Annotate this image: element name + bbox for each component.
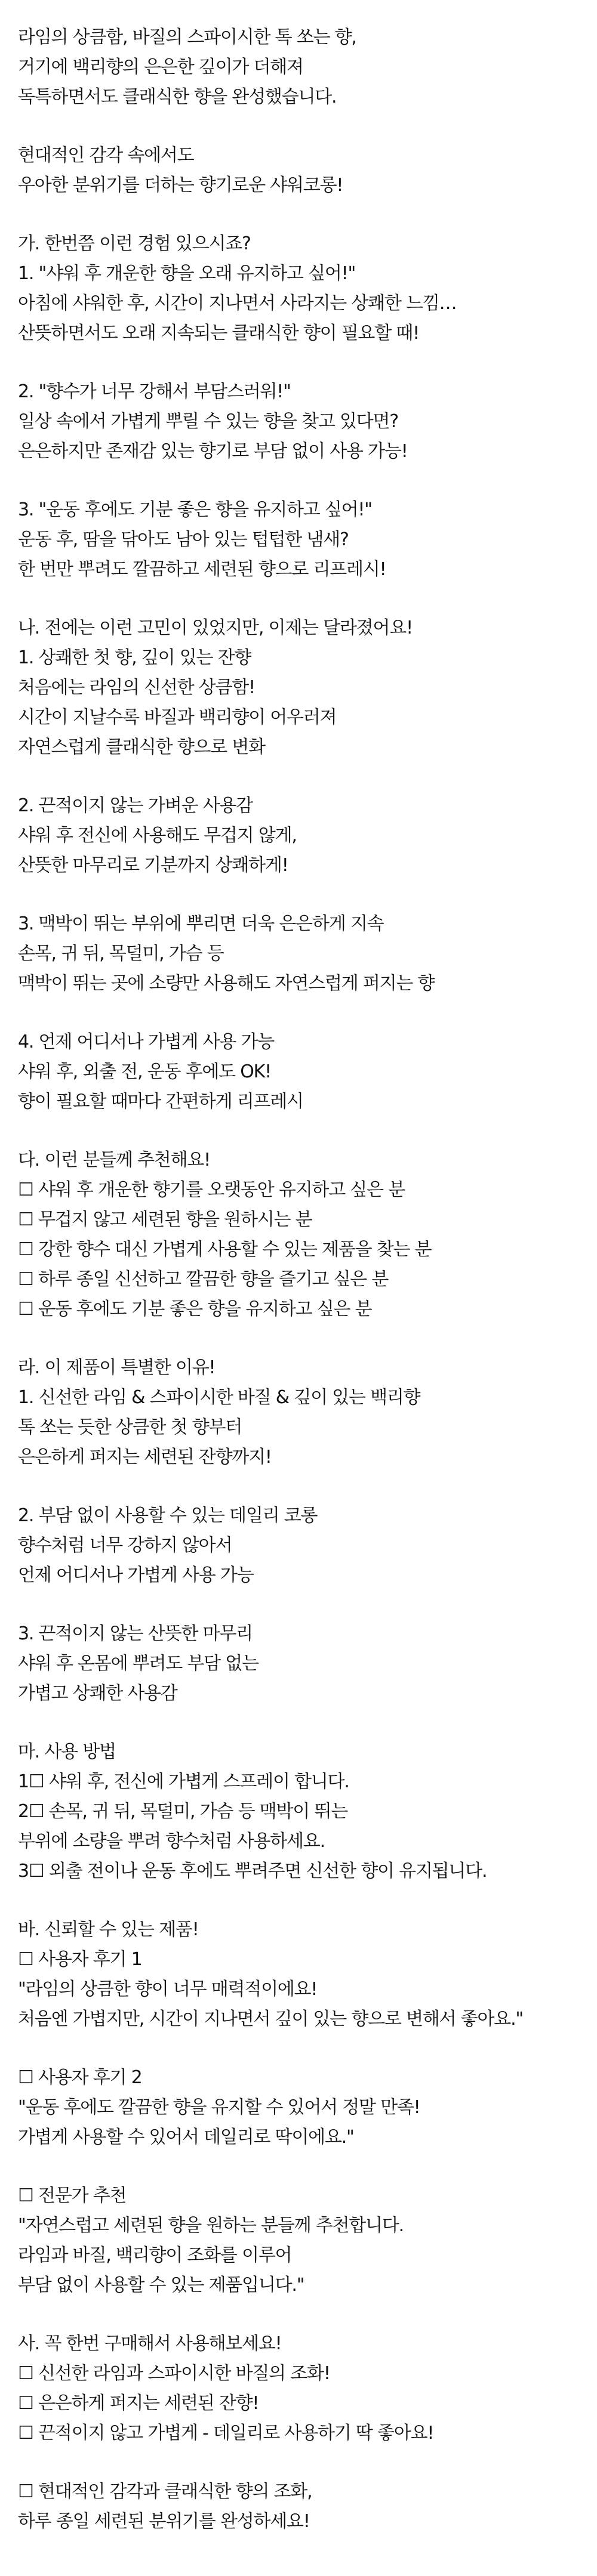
text-line: 언제 어디서나 가볍게 사용 가능 (18, 1565, 254, 1586)
text-line: 자연스럽게 클래식한 향으로 변화 (18, 737, 265, 758)
text-line: 산뜻하면서도 오래 지속되는 클래식한 향이 필요할 때! (18, 323, 420, 344)
text-line: 2. 끈적이지 않는 가벼운 사용감 (18, 795, 253, 816)
paragraph (18, 141, 579, 200)
paragraph (18, 2063, 579, 2152)
text-line: 3. "운동 후에도 기분 좋은 향을 유지하고 싶어!" (18, 499, 372, 520)
text-line: 독특하면서도 클래식한 향을 완성했습니다. (18, 87, 337, 107)
text-line: "라임의 상큼한 향이 너무 매력적이에요! (18, 1979, 318, 2000)
paragraph (18, 909, 579, 999)
paragraph (18, 2477, 579, 2537)
text-line: 2☐ 손목, 귀 뒤, 목덜미, 가슴 등 맥박이 뛰는 (18, 1801, 347, 1822)
paragraph (18, 1027, 579, 1117)
paragraph (18, 229, 579, 348)
text-line: ☐ 은은하게 퍼지는 세련된 잔향! (18, 2393, 259, 2414)
text-line: 우아한 분위기를 더하는 향기로운 샤워코롱! (18, 175, 343, 196)
text-line: 라임의 상큼함, 바질의 스파이시한 톡 쏘는 향, (18, 27, 356, 48)
text-line: 1. "샤워 후 개운한 향을 오래 유지하고 싶어!" (18, 263, 356, 284)
text-line: 아침에 샤워한 후, 시간이 지나면서 사라지는 상쾌한 느낌… (18, 293, 457, 314)
text-line: ☐ 샤워 후 개운한 향기를 오랫동안 유지하고 싶은 분 (18, 1179, 405, 1200)
text-line: ☐ 사용자 후기 2 (18, 2067, 142, 2088)
text-line: 하루 종일 세련된 분위기를 완성하세요! (18, 2511, 310, 2532)
text-line: 다. 이런 분들께 추천해요! (18, 1150, 210, 1170)
text-line: 산뜻한 마무리로 기분까지 상쾌하게! (18, 855, 288, 876)
paragraph (18, 23, 579, 112)
text-line: "운동 후에도 깔끔한 향을 유지할 수 있어서 정말 만족! (18, 2097, 420, 2118)
text-line: ☐ 전문가 추천 (18, 2185, 127, 2206)
text-line: 라임과 바질, 백리향이 조화를 이루어 (18, 2245, 292, 2266)
paragraph (18, 1145, 579, 1324)
text-line: 처음엔 가볍지만, 시간이 지나면서 깊이 있는 향으로 변해서 좋아요." (18, 2009, 524, 2030)
text-line: 가볍고 상쾌한 사용감 (18, 1683, 177, 1704)
text-line: 향수처럼 너무 강하지 않아서 (18, 1535, 232, 1556)
paragraph (18, 2329, 579, 2448)
text-line: 일상 속에서 가볍게 뿌릴 수 있는 향을 찾고 있다면? (18, 411, 399, 432)
paragraph (18, 791, 579, 881)
text-line: 은은하지만 존재감 있는 향기로 부담 없이 사용 가능! (18, 441, 408, 462)
text-line: 부위에 소량을 뿌려 향수처럼 사용하세요. (18, 1831, 325, 1852)
text-line: ☐ 현대적인 감각과 클래식한 향의 조화, (18, 2481, 312, 2502)
text-line: "자연스럽고 세련된 향을 원하는 분들께 추천합니다. (18, 2215, 404, 2236)
text-line: 4. 언제 어디서나 가볍게 사용 가능 (18, 1031, 275, 1052)
text-line: 3. 끈적이지 않는 산뜻한 마무리 (18, 1623, 253, 1644)
paragraph (18, 2181, 579, 2300)
text-line: 톡 쏘는 듯한 상큼한 첫 향부터 (18, 1417, 242, 1438)
text-line: 샤워 후, 외출 전, 운동 후에도 OK! (18, 1061, 271, 1082)
text-line: 은은하게 퍼지는 세련된 잔향까지! (18, 1447, 272, 1468)
paragraph (18, 1501, 579, 1590)
text-line: 부담 없이 사용할 수 있는 제품입니다." (18, 2275, 304, 2296)
text-line: 1. 신선한 라임 & 스파이시한 바질 & 깊이 있는 백리향 (18, 1387, 420, 1408)
text-line: 거기에 백리향의 은은한 깊이가 더해져 (18, 57, 303, 78)
text-line: 3. 맥박이 뛰는 부위에 뿌리면 더욱 은은하게 지속 (18, 913, 384, 934)
paragraph (18, 1619, 579, 1709)
text-line: 3☐ 외출 전이나 운동 후에도 뿌려주면 신선한 향이 유지됩니다. (18, 1861, 487, 1882)
text-line: 손목, 귀 뒤, 목덜미, 가슴 등 (18, 943, 224, 964)
text-line: 향이 필요할 때마다 간편하게 리프레시 (18, 1091, 303, 1112)
text-line: 운동 후, 땀을 닦아도 남아 있는 텁텁한 냄새? (18, 529, 349, 550)
text-line: ☐ 운동 후에도 기분 좋은 향을 유지하고 싶은 분 (18, 1299, 372, 1320)
paragraph (18, 495, 579, 585)
paragraph (18, 1915, 579, 2034)
text-line: 2. "향수가 너무 강해서 부담스러워!" (18, 381, 291, 402)
text-line: 나. 전에는 이런 고민이 있었지만, 이제는 달라졌어요! (18, 617, 413, 638)
text-line: ☐ 신선한 라임과 스파이시한 바질의 조화! (18, 2363, 330, 2384)
text-line: 라. 이 제품이 특별한 이유! (18, 1357, 216, 1378)
text-line: 1☐ 샤워 후, 전신에 가볍게 스프레이 합니다. (18, 1771, 349, 1792)
text-line: 가. 한번쯤 이런 경험 있으시죠? (18, 233, 251, 254)
text-line: 바. 신뢰할 수 있는 제품! (18, 1919, 199, 1940)
paragraph (18, 377, 579, 467)
text-line: 샤워 후 온몸에 뿌려도 부담 없는 (18, 1653, 259, 1674)
text-line: 한 번만 뿌려도 깔끔하고 세련된 향으로 리프레시! (18, 559, 386, 580)
text-line: 시간이 지날수록 바질과 백리향이 어우러져 (18, 707, 337, 728)
text-line: 사. 꼭 한번 구매해서 사용해보세요! (18, 2333, 282, 2354)
text-line: ☐ 강한 향수 대신 가볍게 사용할 수 있는 제품을 찾는 분 (18, 1239, 432, 1260)
paragraph (18, 1353, 579, 1472)
text-line: 2. 부담 없이 사용할 수 있는 데일리 코롱 (18, 1505, 318, 1526)
paragraph (18, 1737, 579, 1886)
text-line: 샤워 후 전신에 사용해도 무겁지 않게, (18, 825, 297, 846)
text-line: ☐ 사용자 후기 1 (18, 1949, 142, 1970)
text-line: 현대적인 감각 속에서도 (18, 145, 194, 166)
text-line: 마. 사용 방법 (18, 1741, 116, 1762)
text-line: ☐ 끈적이지 않고 가볍게 - 데일리로 사용하기 딱 좋아요! (18, 2423, 434, 2444)
text-line: 맥박이 뛰는 곳에 소량만 사용해도 자연스럽게 퍼지는 향 (18, 973, 435, 994)
text-line: 1. 상쾌한 첫 향, 깊이 있는 잔향 (18, 647, 251, 668)
text-line: ☐ 무겁지 않고 세련된 향을 원하시는 분 (18, 1209, 312, 1230)
text-line: ☐ 하루 종일 신선하고 깔끔한 향을 즐기고 싶은 분 (18, 1269, 389, 1290)
text-line: 가볍게 사용할 수 있어서 데일리로 딱이에요." (18, 2127, 354, 2148)
paragraph (18, 613, 579, 762)
text-line: 처음에는 라임의 신선한 상큼함! (18, 677, 255, 698)
